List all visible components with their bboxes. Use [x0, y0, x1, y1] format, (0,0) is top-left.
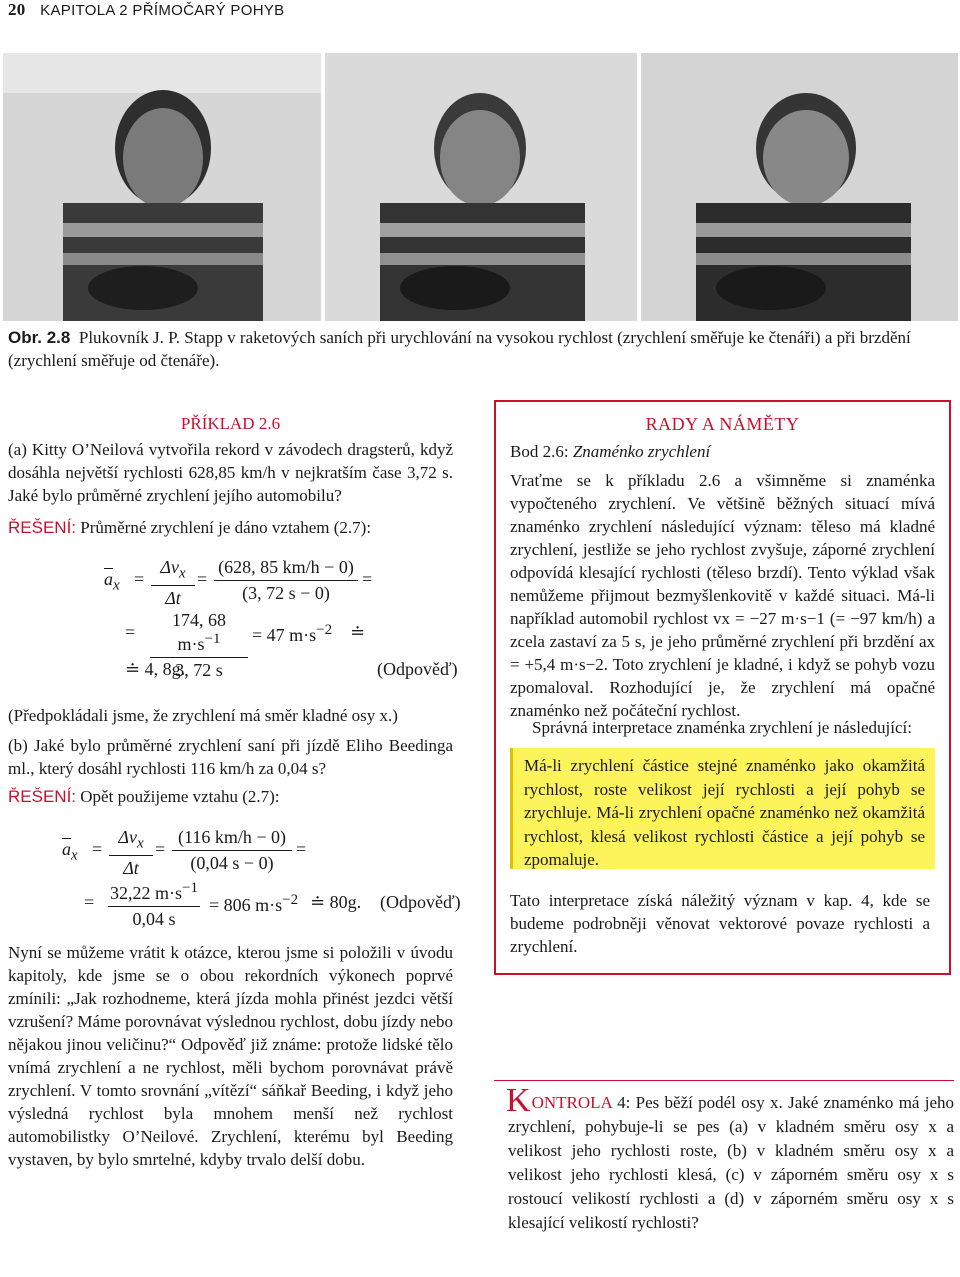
eq-b-frac-1: [109, 827, 153, 879]
figure-caption: [8, 326, 953, 372]
eq-b-equals-4: =: [84, 892, 95, 912]
solution-label-a: ŘEŠENÍ:: [8, 518, 77, 537]
eq-b-lhs: $\overline{a}$: [62, 839, 71, 859]
example-closing: Nyní se můžeme vrátit k otázce, kterou jsme si položili v úvodu kapitoly, kde jsme se o obou rekordních výkonech poprvé zmínili: „Jak rozhodneme, která jízda mohla přinést jezdci větší vzrušení? Máme porovnávat výslednou rychlost, dobu jízdy nebo nějakou jinou veličinu?“ Odpověď již známe: protože lidské tělo vnímá zrychlení a ne rychlost, měli bychom porovnávat právě zrychlení. V tomto srovnání „vítězí“ sáňkař Beeding, i když jeho výsledná rychlost byla mnohem menší než rychlost automobilistky O’Neilové. Zrychlení, kterému byl Beeding vystaven, by bylo smrtelné, kdyby trvalo delší dobu.: [8, 943, 453, 1169]
checkpoint-initial: K: [506, 1082, 531, 1119]
figure-caption-text: Plukovník J. P. Stapp v raketových saních při urychlování na vysokou rychlost (zrychlení směřuje ke čtenáři) a při brzdění (zrychlení směřuje od čtenáře).: [8, 328, 911, 370]
eq-b-frac3-num-sup: −1: [182, 880, 198, 896]
checkpoint-number: 4:: [617, 1093, 631, 1112]
tips-subtitle: [510, 440, 935, 463]
eq-a-result: = 47 m·s: [252, 625, 317, 645]
eq-b-equals-3: =: [296, 839, 307, 859]
example-note: (Předpokládali jsme, že zrychlení má směr kladné osy x.): [8, 706, 398, 725]
tips-para-1: Vraťme se k příkladu 2.6 a všimněme si znaménka vypočteného zrychlení. Ve většině běžných situací mívá znaménko zrychlení následující význam: těleso má kladné zrychlení, jestliže se jeho rychlost zvyšuje, záporné zrychlení odpovídá klesající rychlosti (těleso brzdí). Tento výklad však nemůžeme přijmout bezmyšlenkovitě v každé situaci. Má-li například automobil rychlost vx = −27 m·s−1 (= −97 km/h) a zcela zastaví za 5 s, je jeho průměrné zrychlení při brzdění ax = +5,4 m·s−2. Toto zrychlení je kladné, i když se pohyb vozu zpomaloval. Rozhodující je, že zrychlení má opačné znaménko než počáteční rychlost.: [510, 471, 935, 720]
eq-a-frac-1: [151, 557, 195, 609]
eq-b-frac1-num: Δv: [118, 827, 137, 847]
eq-a-frac2-den: (3, 72 s − 0): [242, 583, 330, 603]
solution-label-b: ŘEŠENÍ:: [8, 787, 77, 806]
eq-b-tail: ≐ 80g.: [310, 892, 362, 912]
tips-subtitle-text: Znaménko zrychlení: [572, 442, 711, 461]
eq-a-frac1-num: Δv: [160, 557, 179, 577]
photo-acceleration-1: [3, 53, 321, 321]
eq-b-frac3-num: 32,22 m·s: [110, 883, 183, 903]
solution-a: [8, 516, 453, 539]
eq-a-result-sup: −2: [316, 622, 333, 638]
equation-b: [8, 822, 461, 932]
tips-para-2: Správná interpretace znaménka zrychlení je následující:: [532, 718, 912, 737]
eq-b-frac-3: [108, 880, 200, 930]
figure-label: Obr. 2.8: [8, 328, 71, 347]
eq-a-approx: ≐: [350, 622, 366, 642]
eq-a-equals-1: =: [134, 569, 145, 589]
eq-b-frac-2: [172, 827, 292, 874]
tips-title: RADY A NÁMĚTY: [645, 414, 800, 434]
tips-footer: Tato interpretace získá náležitý význam v kap. 4, kde se budeme podrobněji věnovat vektorové povaze rychlosti a zrychlení.: [510, 891, 930, 956]
photo-braking: [641, 53, 958, 321]
eq-b-frac3-den: 0,04 s: [132, 909, 176, 929]
example-part-b: (b) Jaké bylo průměrné zrychlení saní při jízdě Eliho Beedinga ml., který dosáhl rychlosti 116 km/h za 0,04 s?: [8, 736, 453, 778]
checkpoint-question: Pes běží podél osy x. Jaké znaménko má jeho zrychlení, pohybuje-li se pes (a) v kladném směru osy x a velikost jeho rychlosti roste, (b) v kladném směru osy x a velikost jeho rychlosti klesá, (c) v záporném směru osy x s rostoucí velikostí rychlosti a (d) v záporném směru osy x s klesající velikostí rychlosti?: [508, 1093, 955, 1232]
eq-a-equals-3: =: [362, 569, 373, 589]
eq-a-line3: ≐ 4, 8g.: [125, 659, 186, 679]
eq-a-equals-2: =: [197, 569, 208, 589]
eq-b-frac1-den: Δt: [123, 857, 139, 878]
eq-a-frac1-num-sub: x: [178, 565, 186, 582]
running-header: [8, 0, 284, 20]
checkpoint-word: ONTROLA: [531, 1093, 612, 1112]
eq-a-lhs-sub: x: [113, 577, 120, 594]
eq-a-answer: (Odpověď): [377, 659, 458, 679]
tips-highlight: Má-li zrychlení částice stejné znaménko jako okamžitá rychlost, roste velikost její rychlosti a její pohyb se zrychluje. Má-li zrychlení opačné znaménko než okamžitá rychlost, klesá velikost rychlosti částice a její pohyb se zpomaluje.: [510, 748, 935, 869]
eq-a-frac3-num-sup: −1: [204, 631, 221, 647]
solution-a-text: Průměrné zrychlení je dáno vztahem (2.7):: [80, 518, 372, 537]
solution-b: [8, 785, 453, 808]
example-part-a: (a) Kitty O’Neilová vytvořila rekord v závodech dragsterů, když dosáhla největší rychlosti 628,85 km/h v nejkratším čase 3,72 s. Jaké bylo průměrné zrychlení jejího automobilu?: [8, 440, 453, 505]
eq-a-frac2-num: (628, 85 km/h − 0): [214, 557, 358, 581]
eq-a-frac1-den: Δt: [165, 587, 181, 608]
solution-b-text: Opět použijeme vztahu (2.7):: [80, 787, 280, 806]
eq-a-equals-4: =: [125, 622, 136, 642]
eq-a-lhs: $\overline{a}$: [104, 569, 113, 589]
eq-b-result-sup: −2: [282, 892, 299, 908]
eq-b-frac2-num: (116 km/h − 0): [172, 827, 292, 851]
eq-a-frac3-den: 3, 72 s: [175, 660, 223, 680]
example-title: PŘÍKLAD 2.6: [180, 414, 281, 433]
equation-a: [8, 552, 458, 682]
tips-subtitle-label: Bod 2.6:: [510, 442, 569, 461]
checkpoint-box: [494, 1080, 955, 1232]
checkpoint-text-block: [506, 1082, 955, 1235]
photo-acceleration-2: [325, 53, 637, 321]
eq-b-equals-1: =: [92, 839, 103, 859]
page-number: 20: [8, 0, 26, 19]
eq-b-answer: (Odpověď): [380, 892, 461, 912]
photo-strip: [3, 53, 958, 321]
eq-b-equals-2: =: [155, 839, 166, 859]
eq-b-lhs-sub: x: [71, 847, 78, 864]
eq-a-frac3-num: 174, 68 m·s: [172, 610, 226, 654]
eq-b-frac2-den: (0,04 s − 0): [190, 853, 274, 873]
eq-b-frac1-num-sub: x: [136, 835, 144, 852]
eq-a-frac-2: [214, 557, 358, 604]
eq-b-result: = 806 m·s: [209, 895, 283, 915]
chapter-title: KAPITOLA 2 PŘÍMOČARÝ POHYB: [40, 2, 285, 19]
tips-box: [494, 400, 951, 975]
